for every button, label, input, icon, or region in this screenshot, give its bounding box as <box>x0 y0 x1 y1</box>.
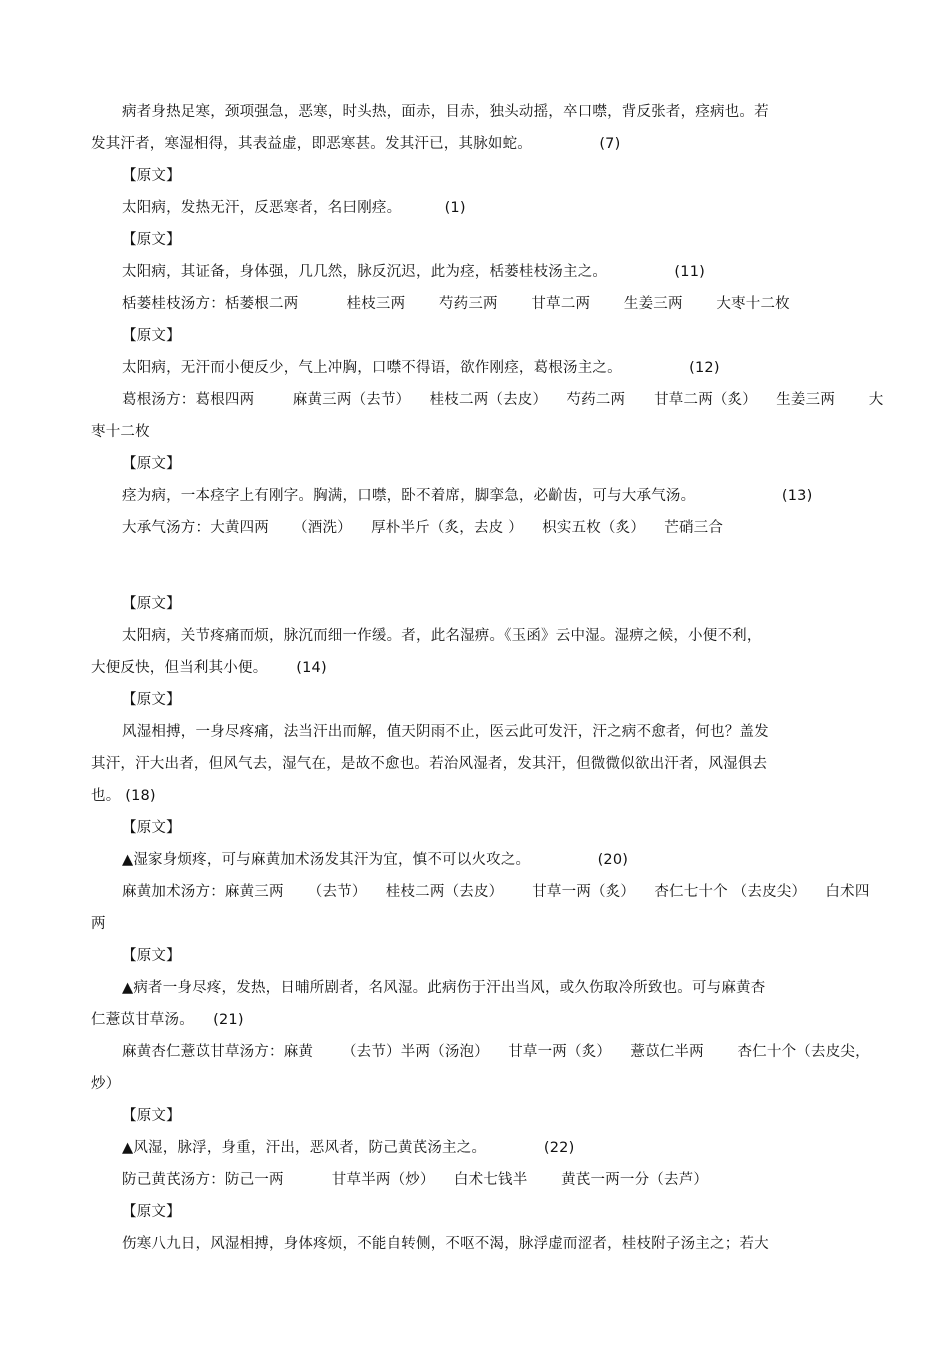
text-line: 仁薏苡甘草汤。 (21) <box>91 1012 244 1028</box>
text-line: 其汗，汗大出者，但风气去，湿气在，是故不愈也。若治风湿者，发其汗，但微微似欲出汗者，风湿俱去 <box>91 756 768 772</box>
text-line: 伤寒八九日，风湿相搏，身体疼烦，不能自转侧，不呕不渴，脉浮虚而涩者，桂枝附子汤主之；若大 <box>122 1236 769 1252</box>
formula-line: 麻黄杏仁薏苡甘草汤方：麻黄 （去节）半两（汤泡） 甘草一两（炙） 薏苡仁半两 杏仁十个（去皮尖， <box>122 1044 870 1060</box>
text-line: 病者身热足寒，颈项强急，恶寒，时头热，面赤，目赤，独头动摇，卒口噤，背反张者，痉病也。若 <box>122 104 769 120</box>
text-line: 枣十二枚 <box>91 424 150 440</box>
text-line: 太阳病，其证备，身体强，几几然，脉反沉迟，此为痉，栝蒌桂枝汤主之。 (11) <box>122 264 705 280</box>
text-line: 大便反快，但当利其小便。 (14) <box>91 660 327 676</box>
section-heading: 【原文】 <box>122 1108 181 1124</box>
text-line: ▲湿家身烦疼，可与麻黄加术汤发其汗为宜，慎不可以火攻之。 (20) <box>122 852 629 868</box>
section-heading: 【原文】 <box>122 820 181 836</box>
text-line: 风湿相搏，一身尽疼痛，法当汗出而解，值天阴雨不止，医云此可发汗，汗之病不愈者，何也？盖发 <box>122 724 769 740</box>
formula-line: 葛根汤方：葛根四两 麻黄三两（去节） 桂枝二两（去皮） 芍药二两 甘草二两（炙） 生姜三两 大 <box>122 392 884 408</box>
text-line: 也。 (18) <box>91 788 156 804</box>
section-heading: 【原文】 <box>122 1204 181 1220</box>
section-heading: 【原文】 <box>122 232 181 248</box>
text-line: 发其汗者，寒湿相得，其表益虚，即恶寒甚。发其汗已，其脉如蛇。 (7) <box>91 136 621 152</box>
section-heading: 【原文】 <box>122 456 181 472</box>
formula-line: 栝蒌桂枝汤方：栝蒌根二两 桂枝三两 芍药三两 甘草二两 生姜三两 大枣十二枚 <box>122 296 790 312</box>
text-line: 痉为病，一本痉字上有刚字。胸满，口噤，卧不着席，脚挛急，必齘齿，可与大承气汤。 (13) <box>122 488 813 504</box>
section-heading: 【原文】 <box>122 948 181 964</box>
formula-line: 麻黄加术汤方：麻黄三两 （去节） 桂枝二两（去皮） 甘草一两（炙） 杏仁七十个 （去皮尖） 白术四 <box>122 884 870 900</box>
formula-line: 大承气汤方：大黄四两 （酒洗） 厚朴半斤（炙，去皮 ） 枳实五枚（炙） 芒硝三合 <box>122 520 724 536</box>
text-line: ▲风湿，脉浮，身重，汗出，恶风者，防己黄芪汤主之。 (22) <box>122 1140 575 1156</box>
text-line: 炒） <box>91 1076 121 1092</box>
text-line: ▲病者一身尽疼，发热，日晡所剧者，名风湿。此病伤于汗出当风，或久伤取冷所致也。可与麻黄杏 <box>122 980 766 996</box>
text-line: 太阳病，关节疼痛而烦，脉沉而细一作缓。者，此名湿痹。《玉函》云中湿。湿痹之候，小便不利， <box>122 628 762 644</box>
text-line: 太阳病，无汗而小便反少，气上冲胸，口噤不得语，欲作刚痉，葛根汤主之。 (12) <box>122 360 720 376</box>
section-heading: 【原文】 <box>122 168 181 184</box>
formula-line: 防己黄芪汤方：防己一两 甘草半两（炒） 白术七钱半 黄芪一两一分（去芦） <box>122 1172 709 1188</box>
section-heading: 【原文】 <box>122 692 181 708</box>
section-heading: 【原文】 <box>122 596 181 612</box>
text-line: 两 <box>91 916 106 932</box>
section-heading: 【原文】 <box>122 328 181 344</box>
text-line: 太阳病，发热无汗，反恶寒者，名曰刚痉。 (1) <box>122 200 466 216</box>
